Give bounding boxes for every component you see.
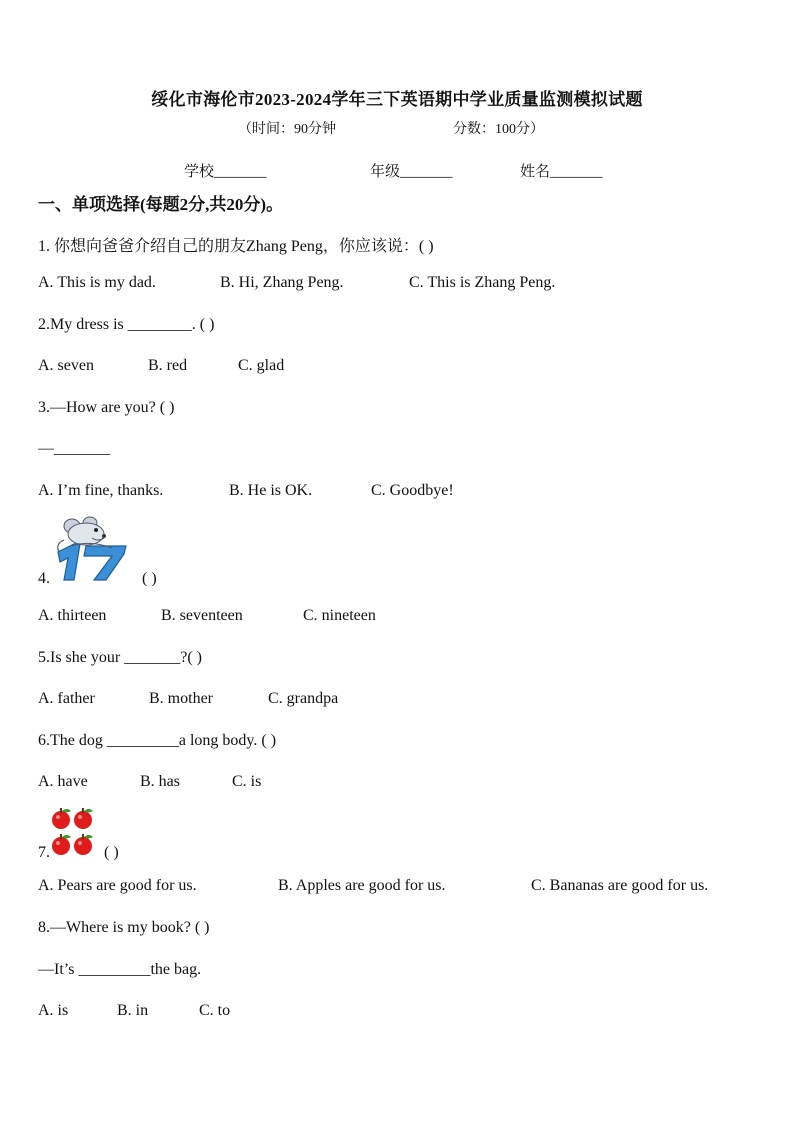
four-apples-icon — [50, 806, 98, 858]
option-a: A. Pears are good for us. — [38, 877, 197, 894]
question-stem: 6.The dog _________a long body. ( ) — [38, 732, 277, 749]
option-b: B. mother — [149, 690, 213, 707]
option-c: C. Bananas are good for us. — [531, 877, 709, 894]
option-a: A. is — [38, 1002, 69, 1019]
answer-paren: ( ) — [142, 570, 157, 587]
section-heading: 一、单项选择(每题2分,共20分)。 — [38, 195, 284, 214]
option-a: A. thirteen — [38, 607, 107, 624]
option-b: B. Hi, Zhang Peng. — [220, 274, 344, 291]
name-field: 姓名_______ — [520, 164, 603, 180]
page-title: 绥化市海伦市2023-2024学年三下英语期中学业质量监测模拟试题 — [151, 90, 643, 109]
question-stem: 8.—Where is my book? ( ) — [38, 919, 210, 936]
option-c: C. is — [232, 773, 262, 790]
question-stem: 5.Is she your _______?( ) — [38, 649, 202, 666]
question-stem: 7. — [38, 844, 50, 861]
school-field: 学校_______ — [184, 164, 267, 180]
option-a: A. father — [38, 690, 95, 707]
option-c: C. glad — [238, 357, 285, 374]
option-b: B. has — [140, 773, 180, 790]
option-b: B. red — [148, 357, 188, 374]
option-c: C. Goodbye! — [371, 482, 454, 499]
option-c: C. nineteen — [303, 607, 376, 624]
exam-time: （时间：90分钟 — [238, 122, 336, 137]
option-b: B. in — [117, 1002, 149, 1019]
option-a: A. have — [38, 773, 88, 790]
option-a: A. seven — [38, 357, 94, 374]
option-c: C. grandpa — [268, 690, 339, 707]
option-a: A. This is my dad. — [38, 274, 156, 291]
option-a: A. I’m fine, thanks. — [38, 482, 164, 499]
option-b: B. Apples are good for us. — [278, 877, 446, 894]
option-c: C. This is Zhang Peng. — [409, 274, 556, 291]
answer-line: —It’s _________the bag. — [38, 961, 202, 978]
question-stem: 4. — [38, 570, 50, 587]
grade-field: 年级_______ — [370, 164, 453, 180]
mouse-17-icon — [52, 516, 132, 584]
question-stem: 2.My dress is ________. ( ) — [38, 316, 215, 333]
answer-line: —_______ — [38, 440, 110, 457]
exam-score: 分数：100分） — [453, 122, 544, 137]
question-stem: 3.—How are you? ( ) — [38, 399, 175, 416]
option-b: B. He is OK. — [229, 482, 313, 499]
answer-paren: ( ) — [104, 844, 119, 861]
question-stem: 1. 你想向爸爸介绍自己的朋友Zhang Peng，你应该说：( ) — [38, 238, 434, 255]
option-b: B. seventeen — [161, 607, 243, 624]
option-c: C. to — [199, 1002, 231, 1019]
